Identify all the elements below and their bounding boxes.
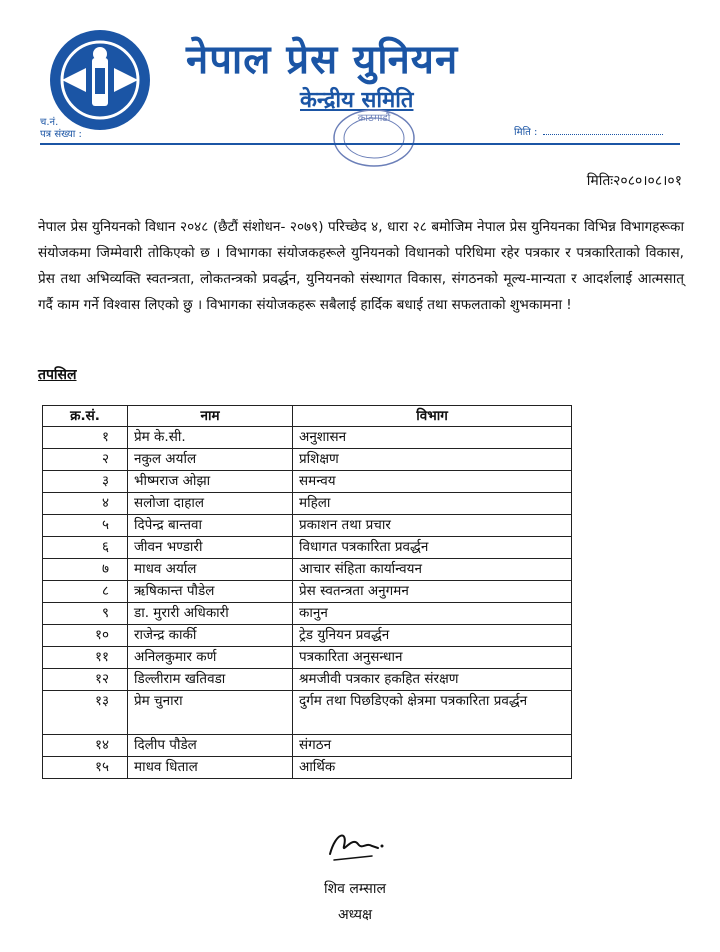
signatory-name: शिव लम्साल <box>323 881 386 897</box>
table-row <box>43 691 572 735</box>
cell-serial: ४ <box>43 493 128 515</box>
cell-name: प्रेम के.सी. <box>128 427 293 449</box>
cell-department: कानुन <box>293 603 572 625</box>
cell-serial: १२ <box>43 669 128 691</box>
cell-name: माधव अर्याल <box>128 559 293 581</box>
table-header-row <box>43 406 572 427</box>
cell-serial: १ <box>43 427 128 449</box>
column-header-department: विभाग <box>293 406 572 427</box>
cell-serial: ११ <box>43 647 128 669</box>
table-row <box>43 735 572 757</box>
table-row <box>43 757 572 779</box>
table-row <box>43 515 572 537</box>
cell-department: समन्वय <box>293 471 572 493</box>
table-row <box>43 625 572 647</box>
organization-name: नेपाल प्रेस युनियन <box>186 37 459 83</box>
cell-department: आचार संहिता कार्यान्वयन <box>293 559 572 581</box>
cell-name: माधव धिताल <box>128 757 293 779</box>
cell-name: जीवन भण्डारी <box>128 537 293 559</box>
assignment-table <box>42 405 572 779</box>
cell-name: सलोजा दाहाल <box>128 493 293 515</box>
details-heading: तपसिल <box>38 367 77 383</box>
document-date: मितिः२०८०।०८।०१ <box>586 173 682 189</box>
cell-name: डा. मुरारी अधिकारी <box>128 603 293 625</box>
cell-department: ट्रेड युनियन प्रवर्द्धन <box>293 625 572 647</box>
cell-name: राजेन्द्र कार्की <box>128 625 293 647</box>
committee-name: केन्द्रीय समिति <box>300 88 414 113</box>
table-row <box>43 537 572 559</box>
column-header-name: नाम <box>128 406 293 427</box>
cell-department: श्रमजीवी पत्रकार हकहित संरक्षण <box>293 669 572 691</box>
ref-label: च.नं. <box>40 117 59 128</box>
reference-block <box>40 117 82 141</box>
cell-department: प्रकाशन तथा प्रचार <box>293 515 572 537</box>
table-row <box>43 493 572 515</box>
cell-serial: १४ <box>43 735 128 757</box>
cell-department: अनुशासन <box>293 427 572 449</box>
column-header-serial: क्र.सं. <box>43 406 128 427</box>
cell-department: दुर्गम तथा पिछडिएको क्षेत्रमा पत्रकारिता प्रवर्द्धन <box>293 691 572 735</box>
cell-department: विधागत पत्रकारिता प्रवर्द्धन <box>293 537 572 559</box>
office-stamp-icon <box>328 106 420 170</box>
cell-name: नकुल अर्याल <box>128 449 293 471</box>
letterhead-date-label: मिति : <box>514 127 538 138</box>
body-paragraph: नेपाल प्रेस युनियनको विधान २०४८ (छैटौं संशोधन- २०७९) परिच्छेद ४, धारा २८ बमोजिम नेपाल प्रेस युनियनका विभिन्न विभागहरूका संयोजकमा जिम्मेवारी तोकिएको छ । विभागका संयोजकहरूले युनियनको विधानको परिधिमा रहेर पत्रकार र पत्रकारिताको विकास, प्रेस तथा अभिव्यक्ति स्वतन्त्रता, लोकतन्त्रको प्रवर्द्धन, युनियनको संस्थागत विकास, संगठनको मूल्य-मान्यता र आदर्शलाई आत्मसात् गर्दै काम गर्ने विश्वास लिएको छु । विभागका संयोजकहरू सबैलाई हार्दिक बधाई तथा सफलताको शुभकामना ! <box>38 219 684 313</box>
letter-number-label: पत्र संख्या : <box>40 129 82 140</box>
cell-name: भीष्मराज ओझा <box>128 471 293 493</box>
letterhead-divider <box>40 143 680 145</box>
signatory-title: अध्यक्ष <box>337 907 373 923</box>
cell-name: डिल्लीराम खतिवडा <box>128 669 293 691</box>
table-row <box>43 603 572 625</box>
cell-serial: ९ <box>43 603 128 625</box>
cell-department: महिला <box>293 493 572 515</box>
cell-serial: १३ <box>43 691 128 735</box>
cell-serial: ५ <box>43 515 128 537</box>
cell-serial: १० <box>43 625 128 647</box>
cell-serial: ६ <box>43 537 128 559</box>
cell-serial: ७ <box>43 559 128 581</box>
signatory-block <box>300 876 410 928</box>
cell-name: दिपेन्द्र बान्तवा <box>128 515 293 537</box>
table-row <box>43 559 572 581</box>
table-row <box>43 449 572 471</box>
signature-icon <box>322 824 386 868</box>
cell-department: संगठन <box>293 735 572 757</box>
cell-department: प्रशिक्षण <box>293 449 572 471</box>
table-row <box>43 471 572 493</box>
table-row <box>43 647 572 669</box>
cell-serial: १५ <box>43 757 128 779</box>
table-body <box>43 427 572 779</box>
cell-name: प्रेम चुनारा <box>128 691 293 735</box>
cell-department: आर्थिक <box>293 757 572 779</box>
cell-serial: २ <box>43 449 128 471</box>
date-blank-line <box>543 134 663 135</box>
cell-serial: ८ <box>43 581 128 603</box>
cell-department: पत्रकारिता अनुसन्धान <box>293 647 572 669</box>
table-row <box>43 581 572 603</box>
cell-name: दिलीप पौडेल <box>128 735 293 757</box>
table-row <box>43 427 572 449</box>
cell-name: अनिलकुमार कर्ण <box>128 647 293 669</box>
letterhead-date <box>514 124 663 138</box>
stamp-text: काठमाडौं <box>357 113 391 124</box>
cell-serial: ३ <box>43 471 128 493</box>
cell-name: ऋषिकान्त पौडेल <box>128 581 293 603</box>
cell-department: प्रेस स्वतन्त्रता अनुगमन <box>293 581 572 603</box>
table-row <box>43 669 572 691</box>
